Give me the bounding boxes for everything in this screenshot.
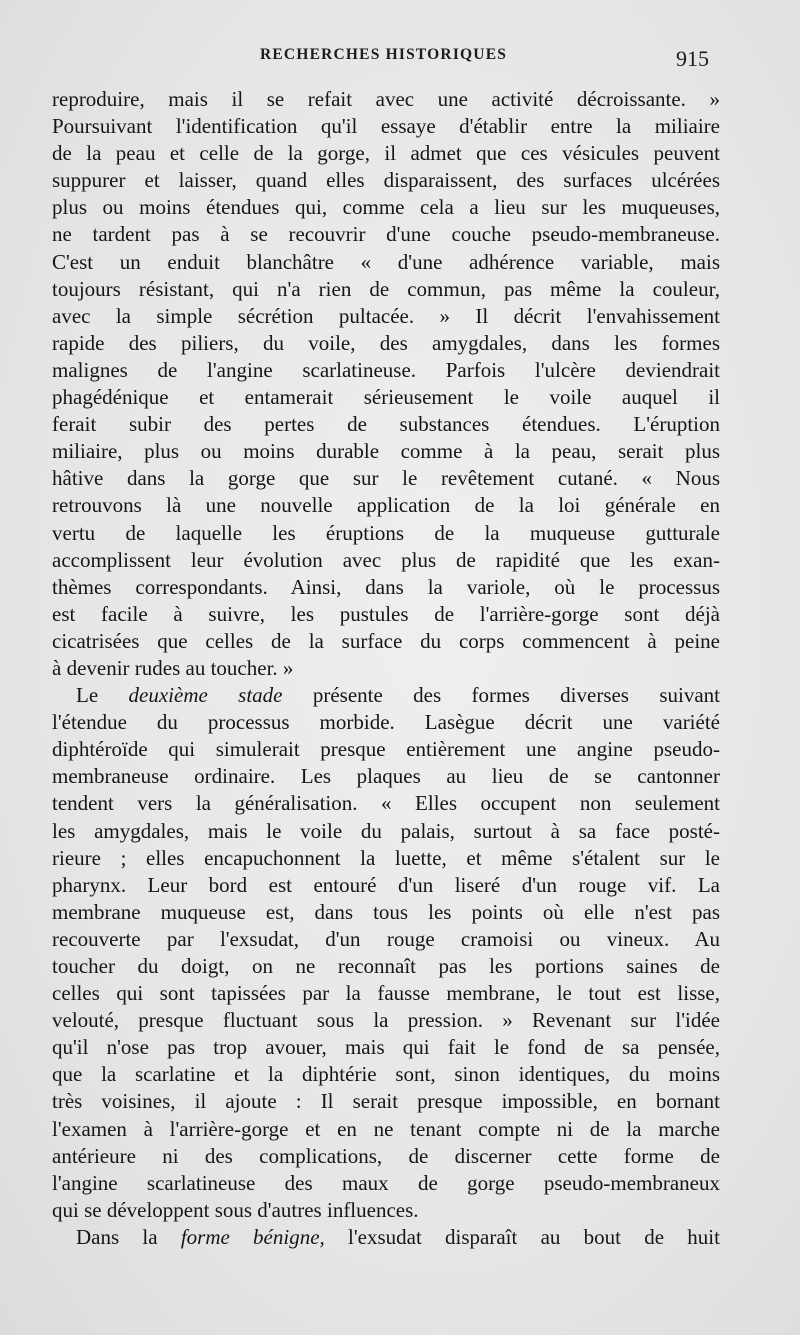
paragraph-start-line <box>52 682 720 709</box>
text-line: plus ou moins étendues qui, comme cela a lieu sur les muqueuses, <box>52 195 720 220</box>
text-line: thèmes correspondants. Ainsi, dans la variole, où le processus <box>52 574 720 599</box>
text-line: l'examen à l'arrière-gorge et en ne tenant compte ni de la marche <box>52 1116 720 1141</box>
text-line: cicatrisées que celles de la surface du corps commencent à peine <box>52 628 720 653</box>
text-line: C'est un enduit blanchâtre « d'une adhérence variable, mais <box>52 249 720 274</box>
text-line-paragraph-end: qui se développent sous d'autres influences. <box>52 1197 419 1222</box>
text-line: diphtéroïde qui simulerait presque entièrement une angine pseudo- <box>52 737 720 762</box>
text-line: très voisines, il ajoute : Il serait presque impossible, en bornant <box>52 1089 720 1114</box>
text-line: ne tardent pas à se recouvrir d'une couche pseudo-membraneuse. <box>52 222 720 247</box>
text-line: membraneuse ordinaire. Les plaques au lieu de se cantonner <box>52 764 720 789</box>
text-line: recouverte par l'exsudat, d'un rouge cramoisi ou vineux. Au <box>52 926 720 951</box>
text-line: qu'il n'ose pas trop avouer, mais qui fait le fond de sa pensée, <box>52 1035 720 1060</box>
text-line: l'angine scarlatineuse des maux de gorge pseudo-membraneux <box>52 1170 720 1195</box>
text-line: de la peau et celle de la gorge, il admet que ces vésicules peuvent <box>52 141 720 166</box>
text-line: suppurer et laisser, quand elles disparaissent, des surfaces ulcérées <box>52 168 720 193</box>
text-line: toujours résistant, qui n'a rien de commun, pas même la couleur, <box>52 276 720 301</box>
text-line: reproduire, mais il se refait avec une activité décroissante. » <box>52 87 720 111</box>
page-number: 915 <box>676 46 709 71</box>
text-line: les amygdales, mais le voile du palais, surtout à sa face posté- <box>52 818 720 843</box>
text-run: , l'exsudat disparaît au bout de huit <box>319 1224 720 1249</box>
text-line: malignes de l'angine scarlatineuse. Parfois l'ulcère deviendrait <box>52 357 720 382</box>
text-line: vertu de laquelle les éruptions de la muqueuse gutturale <box>52 520 720 545</box>
text-line: ferait subir des pertes de substances étendues. L'éruption <box>52 412 720 437</box>
text-run: présente des formes diverses suivant <box>282 683 720 708</box>
text-run: Dans la <box>76 1224 181 1249</box>
text-line: retrouvons là une nouvelle application de la loi générale en <box>52 493 720 518</box>
text-run: Le <box>76 683 129 708</box>
text-line: pharynx. Leur bord est entouré d'un liseré d'un rouge vif. La <box>52 872 720 897</box>
text-line-paragraph-end: à devenir rudes au toucher. » <box>52 655 294 680</box>
text-line: avec la simple sécrétion pultacée. » Il décrit l'envahissement <box>52 303 720 328</box>
text-line: antérieure ni des complications, de discerner cette forme de <box>52 1143 720 1168</box>
text-line: phagédénique et entamerait sérieusement le voile auquel il <box>52 385 720 410</box>
body-text <box>52 86 720 1251</box>
text-line: hâtive dans la gorge que sur le revêtement cutané. « Nous <box>52 466 720 491</box>
text-line: celles qui sont tapissées par la fausse membrane, le tout est lisse, <box>52 981 720 1006</box>
text-line: miliaire, plus ou moins durable comme à la peau, serait plus <box>52 439 720 464</box>
text-line: rieure ; elles encapuchonnent la luette, et même s'étalent sur le <box>52 845 720 870</box>
running-head: RECHERCHES HISTORIQUES <box>260 46 508 63</box>
text-line: velouté, presque fluctuant sous la pression. » Revenant sur l'idée <box>52 1008 720 1033</box>
paragraph-start-line <box>52 1224 720 1251</box>
text-line: est facile à suivre, les pustules de l'arrière-gorge sont déjà <box>52 601 720 626</box>
text-line: rapide des piliers, du voile, des amygdales, dans les formes <box>52 330 720 355</box>
text-line: accomplissent leur évolution avec plus de rapidité que les exan- <box>52 547 720 572</box>
text-line: l'étendue du processus morbide. Lasègue décrit une variété <box>52 710 720 735</box>
text-line: Poursuivant l'identification qu'il essaye d'établir entre la miliaire <box>52 114 720 139</box>
italic-term: deuxième stade <box>128 683 283 708</box>
italic-term: forme bénigne <box>180 1224 320 1249</box>
text-line: toucher du doigt, on ne reconnaît pas les portions saines de <box>52 954 720 978</box>
text-line: tendent vers la généralisation. « Elles occupent non seulement <box>52 791 720 816</box>
text-line: que la scarlatine et la diphtérie sont, sinon identiques, du moins <box>52 1062 720 1087</box>
text-line: membrane muqueuse est, dans tous les points où elle n'est pas <box>52 899 720 924</box>
